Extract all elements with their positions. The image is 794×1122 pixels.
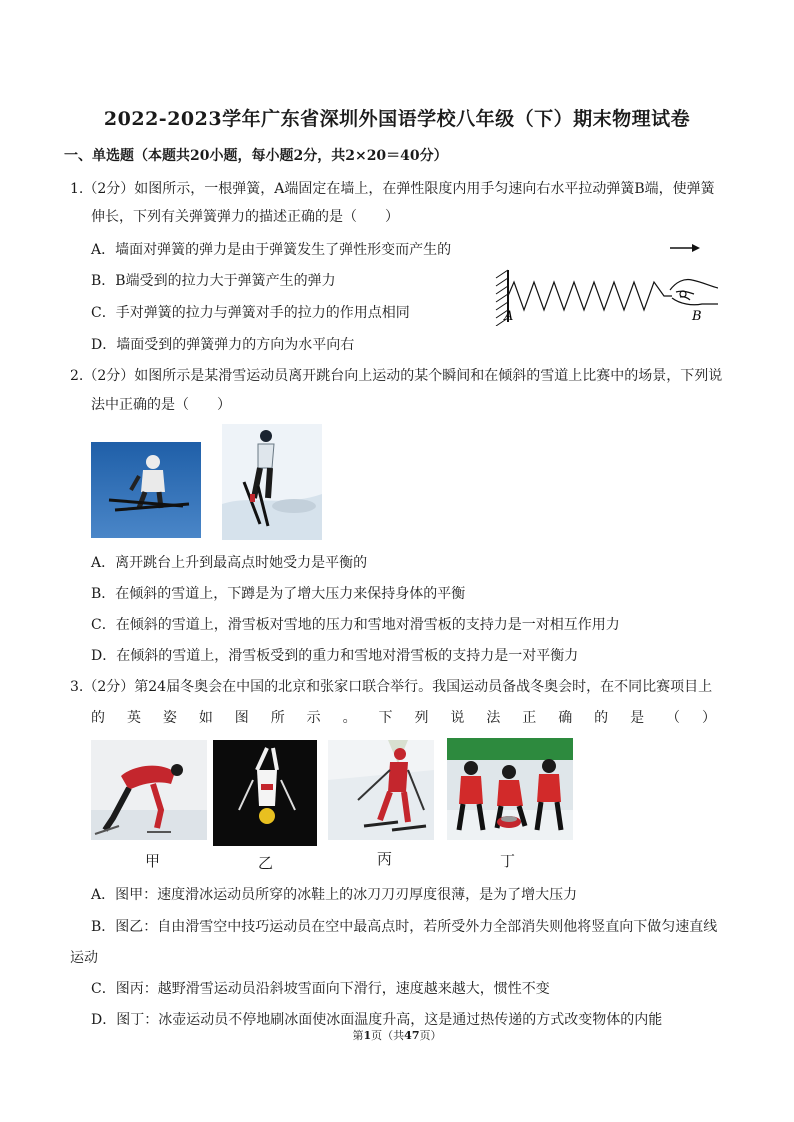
curling-photo bbox=[447, 738, 573, 840]
stem-char: 英 bbox=[126, 710, 141, 726]
stem-char: 图 bbox=[234, 710, 249, 726]
spring-diagram bbox=[488, 234, 718, 326]
q2-option-b: B．在倾斜的雪道上，下蹲是为了增大压力来保持身体的平衡 bbox=[91, 586, 466, 602]
q1-stem-line1: 1.（2分）如图所示，一根弹簧，A端固定在墙上，在弹性限度内用手匀速向右水平拉动弹簧B端，使弹簧 bbox=[70, 181, 715, 197]
cross-country-skier-photo bbox=[328, 740, 434, 840]
stem-char: 如 bbox=[198, 710, 213, 726]
total-pages: 47 bbox=[404, 1029, 420, 1042]
stem-char: 确 bbox=[558, 710, 573, 726]
q3-stem-line2 bbox=[91, 707, 716, 727]
page-footer: 第1页（共47页） bbox=[352, 1029, 442, 1042]
q1-stem-line2: 伸长，下列有关弹簧弹力的描述正确的是（ ） bbox=[91, 209, 399, 225]
q3-option-a: A．图甲：速度滑冰运动员所穿的冰鞋上的冰刀刀刃厚度很薄，是为了增大压力 bbox=[91, 887, 578, 903]
stem-char: 下 bbox=[378, 710, 393, 726]
caption-ding: 丁 bbox=[500, 852, 516, 870]
stem-char: 法 bbox=[486, 710, 501, 726]
arrow-right-icon bbox=[670, 244, 700, 252]
q3-option-d: D．图丁：冰壶运动员不停地刷冰面使冰面温度升高，这是通过热传递的方式改变物体的内能 bbox=[91, 1012, 663, 1028]
q2-option-a: A．离开跳台上升到最高点时她受力是平衡的 bbox=[91, 555, 368, 571]
spring-icon bbox=[508, 282, 672, 310]
caption-yi: 乙 bbox=[258, 854, 274, 872]
skier-jump-photo bbox=[91, 442, 201, 538]
section-heading: 一、单选题（本题共20小题，每小题2分，共2×20＝40分） bbox=[64, 148, 448, 164]
stem-char: 的 bbox=[594, 710, 609, 726]
q1-option-d: D．墙面受到的弹簧弹力的方向为水平向右 bbox=[91, 337, 355, 353]
q1-option-c: C．手对弹簧的拉力与弹簧对手的拉力的作用点相同 bbox=[91, 305, 410, 321]
q1-option-a: A．墙面对弹簧的弹力是由于弹簧发生了弹性形变而产生的 bbox=[91, 242, 452, 258]
stem-char: 所 bbox=[270, 710, 285, 726]
caption-jia: 甲 bbox=[145, 852, 161, 870]
q1-option-b: B．B端受到的拉力大于弹簧产生的弹力 bbox=[91, 273, 336, 289]
skier-slope-photo bbox=[222, 424, 322, 540]
page-number: 1 bbox=[363, 1029, 372, 1042]
stem-char: 列 bbox=[414, 710, 429, 726]
q3-option-b-line1: B．图乙：自由滑雪空中技巧运动员在空中最高点时，若所受外力全部消失则他将竖直向下做匀速直线 bbox=[91, 919, 718, 935]
q2-option-c: C．在倾斜的雪道上，滑雪板对雪地的压力和雪地对滑雪板的支持力是一对相互作用力 bbox=[91, 617, 620, 633]
aerial-skier-photo bbox=[213, 740, 317, 846]
hand-icon bbox=[670, 279, 718, 304]
q3-stem-line1: 3.（2分）第24届冬奥会在中国的北京和张家口联合举行。我国运动员备战冬奥会时，在不同比赛项目上 bbox=[70, 679, 713, 695]
stem-char: 是 bbox=[630, 710, 645, 726]
stem-char: ） bbox=[701, 710, 716, 726]
stem-char: 正 bbox=[522, 710, 537, 726]
q3-option-c: C．图丙：越野滑雪运动员沿斜坡雪面向下滑行，速度越来越大，惯性不变 bbox=[91, 981, 550, 997]
stem-char: 。 bbox=[342, 710, 357, 726]
stem-char: （ bbox=[666, 710, 680, 726]
caption-bing: 丙 bbox=[377, 850, 393, 868]
speed-skater-photo bbox=[91, 740, 207, 840]
label-b: B bbox=[692, 309, 702, 324]
q2-option-d: D．在倾斜的雪道上，滑雪板受到的重力和雪地对滑雪板的支持力是一对平衡力 bbox=[91, 648, 579, 664]
page-title: 2022-2023学年广东省深圳外国语学校八年级（下）期末物理试卷 bbox=[103, 108, 691, 130]
stem-char: 说 bbox=[450, 710, 465, 726]
stem-char: 姿 bbox=[162, 710, 177, 726]
q2-stem-line2: 法中正确的是（ ） bbox=[91, 397, 231, 413]
stem-char: 示 bbox=[306, 710, 321, 726]
stem-char: 的 bbox=[91, 710, 105, 726]
label-a: A bbox=[504, 309, 514, 324]
q3-option-b-line2: 运动 bbox=[70, 950, 98, 966]
q2-stem-line1: 2.（2分）如图所示是某滑雪运动员离开跳台向上运动的某个瞬间和在倾斜的雪道上比赛中的场景，下列说 bbox=[70, 368, 723, 384]
